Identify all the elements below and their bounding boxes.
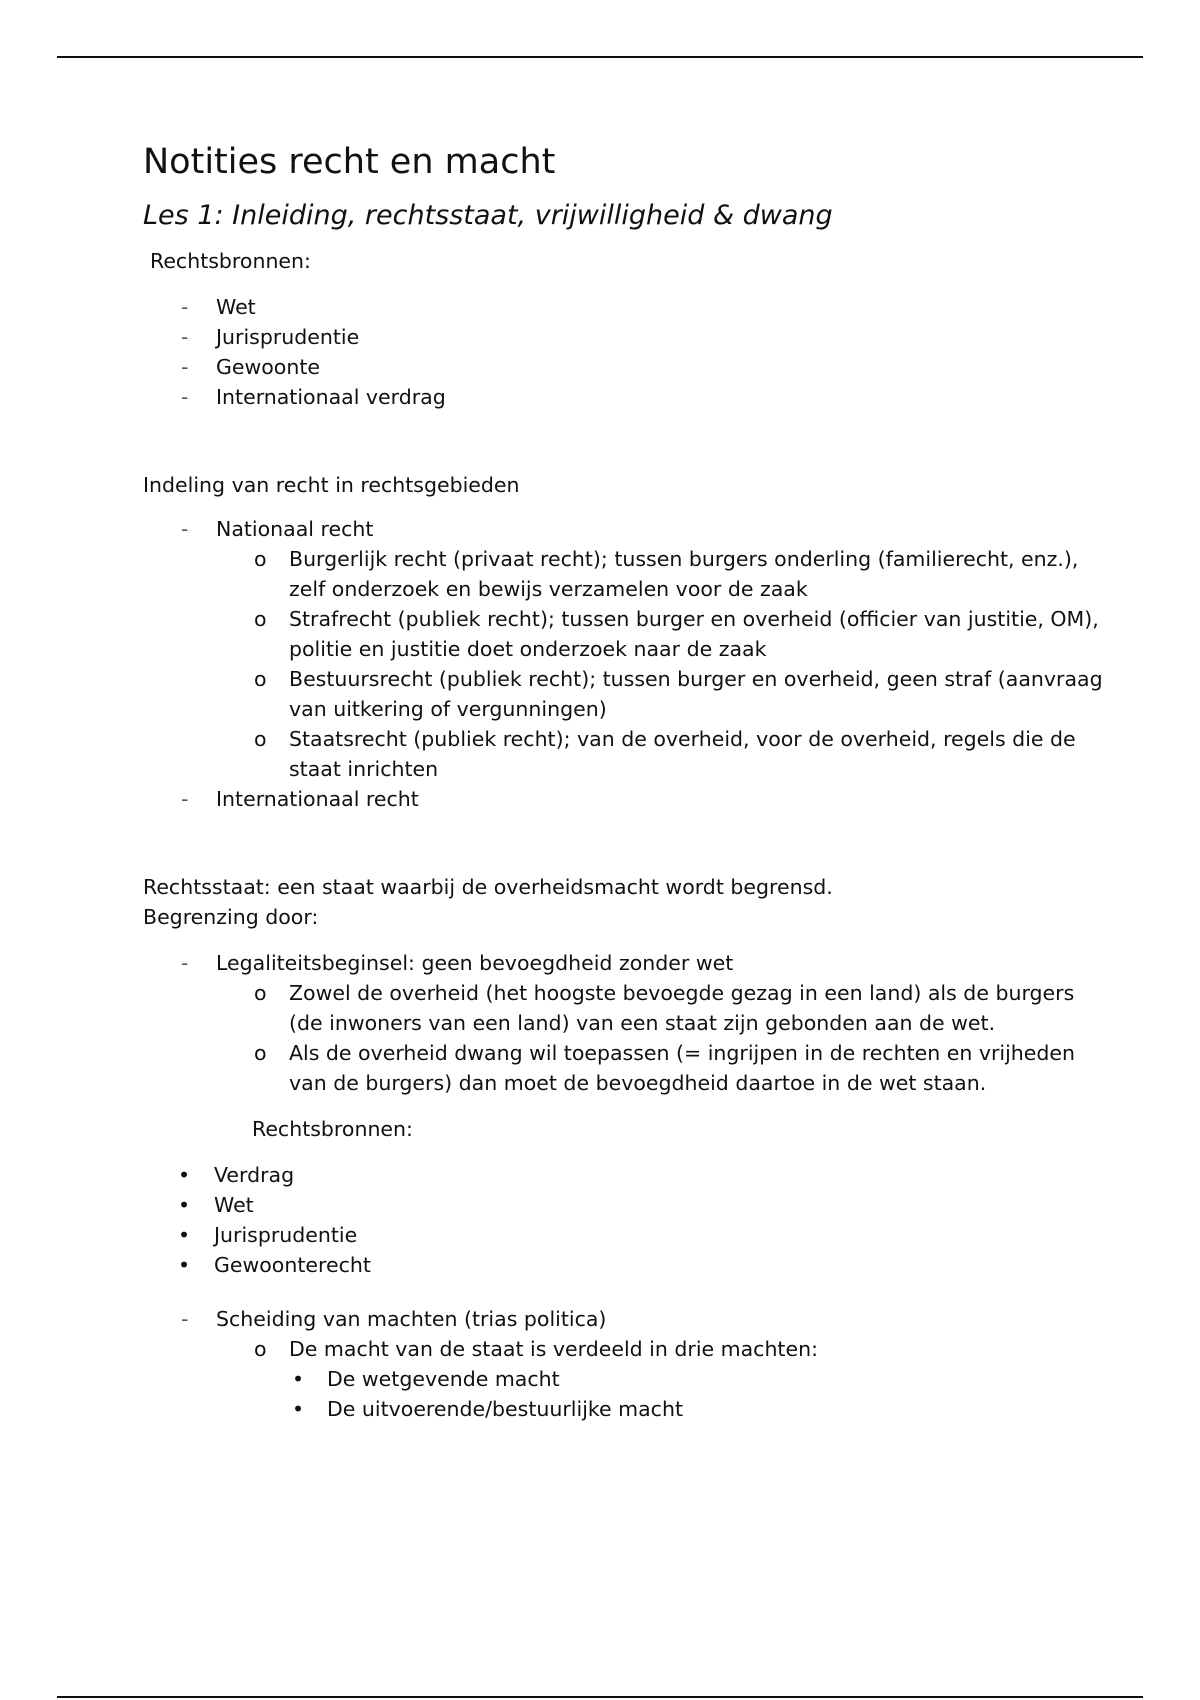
document-title: Notities recht en macht	[143, 142, 556, 182]
dash-marker: -	[181, 355, 189, 379]
dash-marker: -	[181, 951, 189, 975]
circle-marker: o	[254, 607, 267, 631]
list-item: o De macht van de staat is verdeeld in drie machten: • De wetgevende macht • De uitvoerende/bestuurlijke macht	[216, 1334, 1103, 1424]
list-item: - Scheiding van machten (trias politica) o De macht van de staat is verdeeld in drie machten: • De wetgevende macht • De uitvoerende/bestuurlijke macht	[143, 1304, 1103, 1424]
list-item: • De wetgevende macht	[289, 1364, 1103, 1394]
section1-list	[143, 292, 1103, 412]
powers-list	[289, 1364, 1103, 1424]
dash-marker: -	[181, 295, 189, 319]
bullet-marker: •	[178, 1253, 191, 1277]
list-item: - Nationaal recht o Burgerlijk recht (privaat recht); tussen burgers onderling (familierecht, enz.), zelf onderzoek en bewijs verzamelen voor de zaak o Strafrecht (publiek recht); tussen burger en overheid (officier van justitie, OM), politie en justitie doet onderzoek naar de zaak o Bestuursrecht (publiek recht); tussen burger en overheid, geen straf (aanvraag van uitkering of vergunningen) o Staatsrecht (publiek recht); van de overheid, voor de overheid, regels die de staat inrichten	[143, 514, 1103, 784]
circle-marker: o	[254, 1337, 267, 1361]
list-item: o Staatsrecht (publiek recht); van de overheid, voor de overheid, regels die de staat inrichten	[216, 724, 1103, 784]
list-item: - Legaliteitsbeginsel: geen bevoegdheid zonder wet o Zowel de overheid (het hoogste bevoegde gezag in een land) als de burgers (de inwoners van een land) van een staat zijn gebonden aan de wet. o Als de overheid dwang wil toepassen (= ingrijpen in de rechten en vrijheden van de burgers) dan moet de bevoegdheid daartoe in de wet staan.	[143, 948, 1103, 1098]
bullet-marker: •	[292, 1367, 305, 1391]
list-item: - Wet	[143, 292, 1103, 322]
list-item: o Burgerlijk recht (privaat recht); tussen burgers onderling (familierecht, enz.), zelf onderzoek en bewijs verzamelen voor de zaak	[216, 544, 1103, 604]
list-item: • Gewoonterecht	[143, 1250, 1103, 1280]
list-item: o Zowel de overheid (het hoogste bevoegde gezag in een land) als de burgers (de inwoners van een land) van een staat zijn gebonden aan de wet.	[216, 978, 1103, 1038]
list-item: • De uitvoerende/bestuurlijke macht	[289, 1394, 1103, 1424]
bullet-marker: •	[292, 1397, 305, 1421]
dash-marker: -	[181, 385, 189, 409]
lesson-subtitle: Les 1: Inleiding, rechtsstaat, vrijwilligheid & dwang	[143, 200, 833, 231]
list-item: • Verdrag	[143, 1160, 1103, 1190]
dash-marker: -	[181, 1307, 189, 1331]
bullet-marker: •	[178, 1163, 191, 1187]
circle-marker: o	[254, 1041, 267, 1065]
section1-heading: Rechtsbronnen:	[150, 249, 311, 273]
bullet-marker: •	[178, 1193, 191, 1217]
bullet-marker: •	[178, 1223, 191, 1247]
sources-heading: Rechtsbronnen:	[252, 1117, 413, 1141]
sublist	[216, 544, 1103, 784]
dash-marker: -	[181, 787, 189, 811]
sublist	[216, 1334, 1103, 1424]
circle-marker: o	[254, 981, 267, 1005]
list-item: o Bestuursrecht (publiek recht); tussen burger en overheid, geen straf (aanvraag van uitkering of vergunningen)	[216, 664, 1103, 724]
section2-heading: Indeling van recht in rechtsgebieden	[143, 473, 520, 497]
list-item: - Gewoonte	[143, 352, 1103, 382]
sources-list	[143, 1160, 1103, 1280]
dash-marker: -	[181, 517, 189, 541]
section3-list	[143, 948, 1103, 1098]
list-item: o Als de overheid dwang wil toepassen (= ingrijpen in de rechten en vrijheden van de burgers) dan moet de bevoegdheid daartoe in de wet staan.	[216, 1038, 1103, 1098]
rechtsstaat-definition: Rechtsstaat: een staat waarbij de overheidsmacht wordt begrensd.	[143, 875, 833, 899]
section2-list	[143, 514, 1103, 814]
header-rule	[57, 56, 1143, 58]
trias-list	[143, 1304, 1103, 1424]
list-item: o Strafrecht (publiek recht); tussen burger en overheid (officier van justitie, OM), politie en justitie doet onderzoek naar de zaak	[216, 604, 1103, 664]
circle-marker: o	[254, 727, 267, 751]
begrenzing-heading: Begrenzing door:	[143, 905, 319, 929]
list-item: - Internationaal recht	[143, 784, 1103, 814]
list-item: • Wet	[143, 1190, 1103, 1220]
footer-rule	[57, 1696, 1143, 1698]
circle-marker: o	[254, 667, 267, 691]
sublist	[216, 978, 1103, 1098]
list-item: - Jurisprudentie	[143, 322, 1103, 352]
list-item: • Jurisprudentie	[143, 1220, 1103, 1250]
dash-marker: -	[181, 325, 189, 349]
document-body	[143, 140, 1103, 1424]
list-item: - Internationaal verdrag	[143, 382, 1103, 412]
circle-marker: o	[254, 547, 267, 571]
